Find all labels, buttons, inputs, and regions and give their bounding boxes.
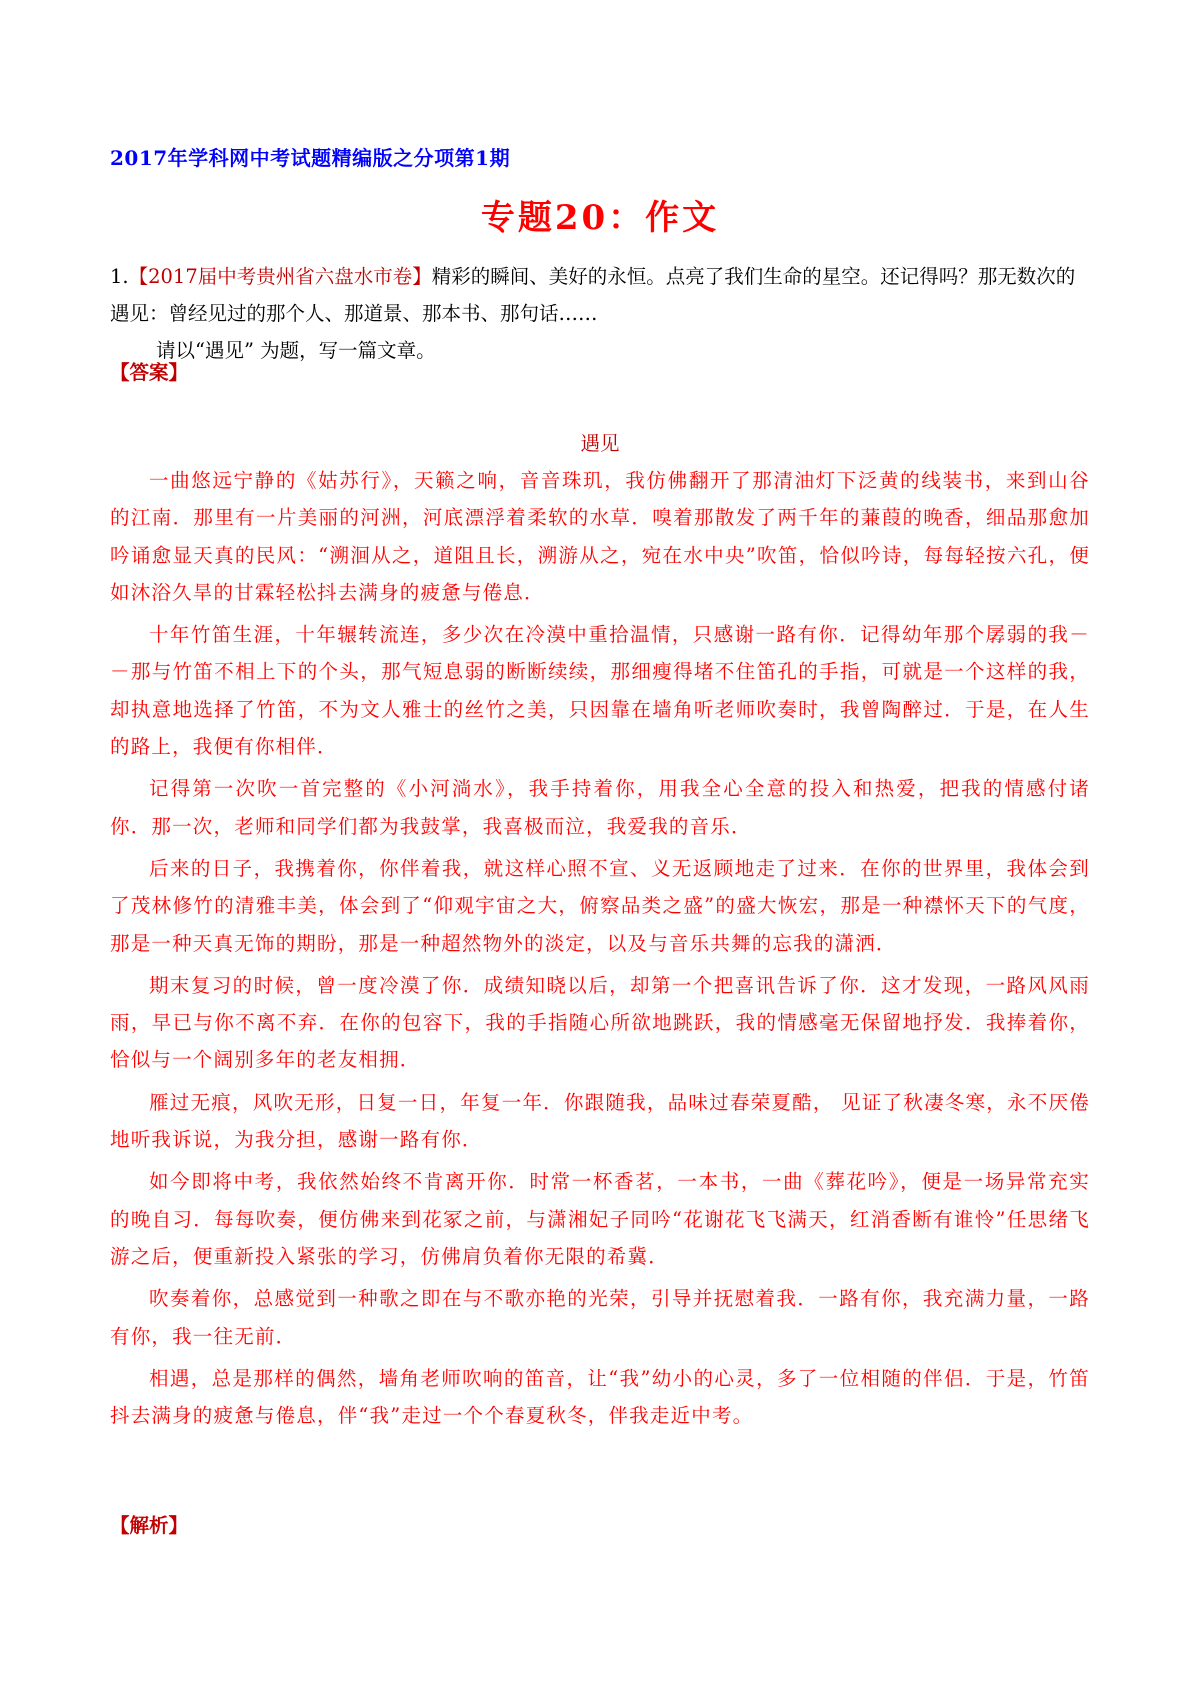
- question-block: [110, 258, 1090, 369]
- essay-title: 遇见: [580, 432, 620, 455]
- essay-paragraph: 一曲悠远宁静的《姑苏行》，天籁之响，音音珠玑，我仿佛翻开了那清油灯下泛黄的线装书，来到山谷的江南．那里有一片美丽的河洲，河底漂浮着柔软的水草．嗅着那散发了两千年的蒹葭的晚香，细品那愈加吟诵愈显天真的民风：“溯洄从之，道阻且长，溯游从之，宛在水中央”吹笛，恰似吟诗，每每轻按六孔，便如沐浴久旱的甘霖轻松抖去满身的疲惫与倦息．: [110, 469, 1090, 604]
- essay-paragraph: 期末复习的时候，曾一度冷漠了你．成绩知晓以后，却第一个把喜讯告诉了你．这才发现，一路风风雨雨，早已与你不离不弃．在你的包容下，我的手指随心所欲地跳跃，我的情感毫无保留地抒发．我捧着你，恰似与一个阔别多年的老友相拥．: [110, 973, 1090, 1072]
- essay-paragraph: 记得第一次吹一首完整的《小河淌水》，我手持着你，用我全心全意的投入和热爱，把我的情感付诸你．那一次，老师和同学们都为我鼓掌，我喜极而泣，我爱我的音乐．: [110, 777, 1090, 838]
- essay-paragraph: 十年竹笛生涯，十年辗转流连，多少次在冷漠中重拾温情，只感谢一路有你．记得幼年那个孱弱的我－－那与竹笛不相上下的个头，那气短息弱的断断续续，那细瘦得堵不住笛孔的手指，可就是一个这样的我，却执意地选择了竹笛，不为文人雅士的丝竹之美，只因靠在墙角听老师吹奏时，我曾陶醉过．于是，在人生的路上，我便有你相伴．: [110, 623, 1090, 759]
- essay-paragraph: 雁过无痕，风吹无形，日复一日，年复一年．你跟随我，品味过春荣夏酷， 见证了秋凄冬寒，永不厌倦地听我诉说，为我分担，感谢一路有你．: [110, 1090, 1090, 1152]
- question-line: [110, 258, 1090, 332]
- question-number: 1.: [110, 265, 129, 288]
- series-heading: 2017年学科网中考试题精编版之分项第1期: [110, 146, 511, 170]
- question-source: 【2017届中考贵州省六盘水市卷】: [128, 265, 432, 288]
- answer-label: 【答案】: [110, 361, 189, 384]
- essay-paragraph: 后来的日子，我携着你，你伴着我，就这样心照不宣、义无返顾地走了过来．在你的世界里，我体会到了茂林修竹的清雅丰美，体会到了“仰观宇宙之大，俯察品类之盛”的盛大恢宏，那是一种襟怀天下的气度，那是一种天真无饰的期盼，那是一种超然物外的淡定，以及与音乐共舞的忘我的潇洒．: [110, 856, 1090, 955]
- essay-paragraph: 吹奏着你，总感觉到一种歌之即在与不歌亦艳的光荣，引导并抚慰着我．一路有你，我充满力量，一路有你，我一往无前．: [110, 1287, 1090, 1348]
- question-instruction: 请以“遇见” 为题，写一篇文章。: [156, 339, 436, 362]
- analysis-label: 【解析】: [110, 1514, 189, 1537]
- question-prompt: 精彩的瞬间、美好的永恒。点亮了我们生命的星空。还记得吗？那无数次的遇见：曾经见过的那个人、那道景、那本书、那句话……: [110, 265, 1076, 325]
- essay-body: [110, 462, 1090, 1439]
- page-title: 专题20：作文: [480, 198, 720, 238]
- essay-paragraph: 相遇，总是那样的偶然，墙角老师吹响的笛音，让“我”幼小的心灵，多了一位相随的伴侣．于是，竹笛抖去满身的疲惫与倦息，伴“我”走过一个个春夏秋冬，伴我走近中考。: [110, 1366, 1090, 1428]
- essay-paragraph: 如今即将中考，我依然始终不肯离开你．时常一杯香茗，一本书，一曲《葬花吟》，便是一场异常充实的晚自习．每每吹奏，便仿佛来到花冢之前，与潇湘妃子同吟“花谢花飞飞满天，红消香断有谁怜”任思绪飞游之后，便重新投入紧张的学习，仿佛肩负着你无限的希冀．: [110, 1170, 1090, 1268]
